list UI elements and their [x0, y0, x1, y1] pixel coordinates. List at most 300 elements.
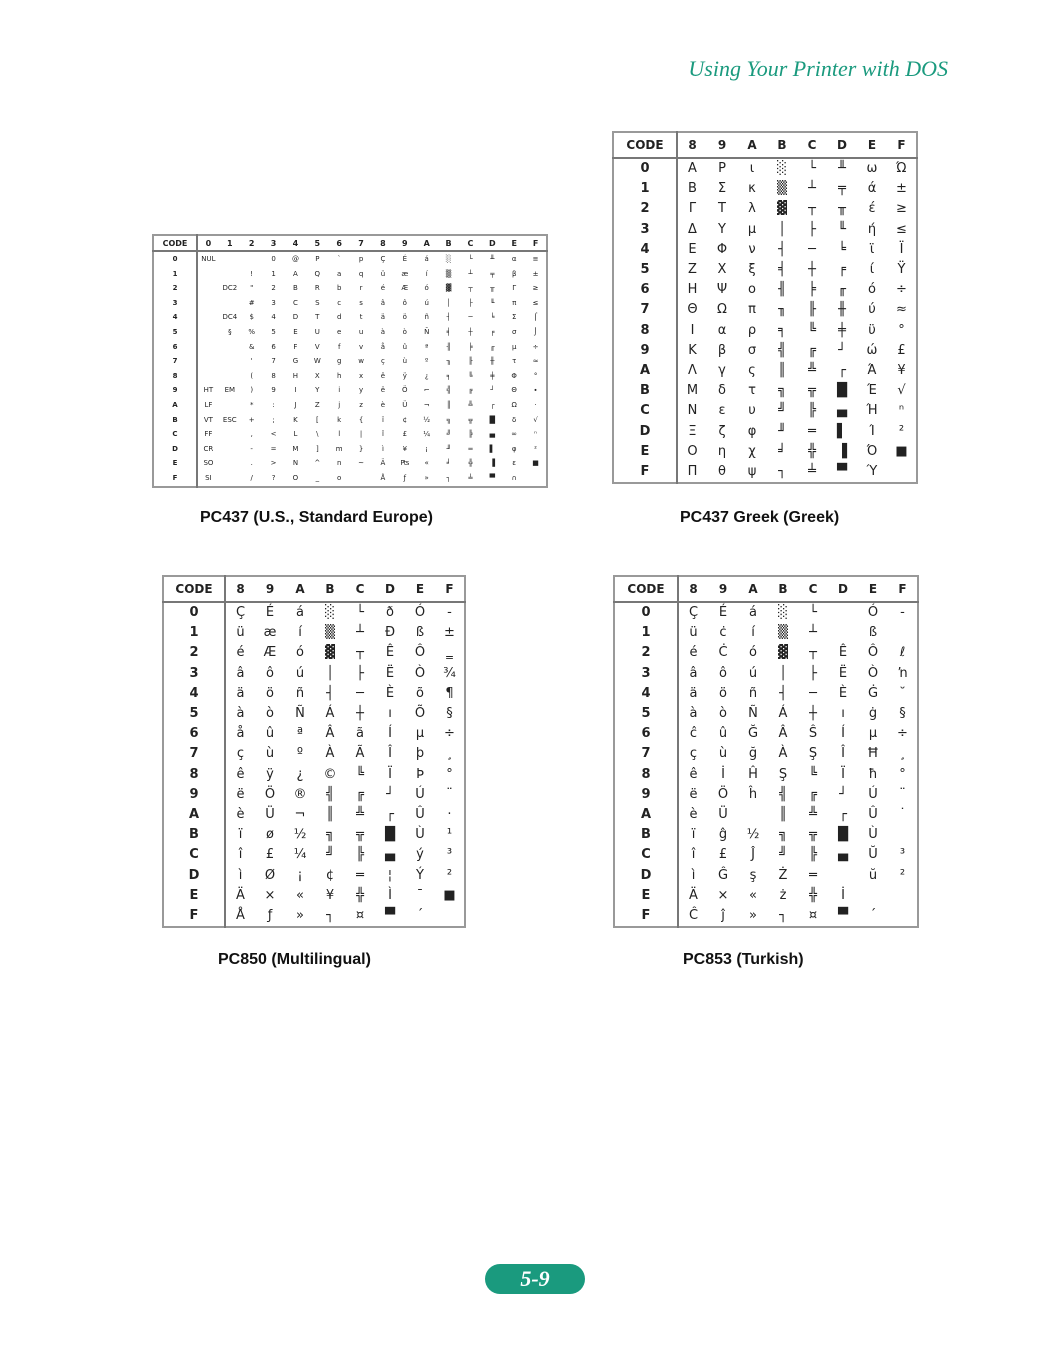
table-cell: ρ	[747, 322, 757, 338]
table-cell: ╠	[468, 430, 473, 439]
table-cell: ĵ	[721, 908, 725, 924]
table-cell: Ċ	[718, 645, 728, 661]
table-row	[613, 341, 917, 361]
table-cell: Ο	[687, 443, 698, 459]
table-cell: {	[358, 415, 364, 424]
row-code: 3	[613, 220, 677, 240]
table-cell: ¾	[443, 665, 456, 681]
table-row	[163, 623, 465, 643]
table-cell: ┬	[356, 645, 364, 661]
table-cell: ≈	[896, 302, 907, 318]
table-cell: ¯	[416, 887, 424, 903]
table-cell: ð	[386, 605, 394, 620]
code-header: CODE	[163, 576, 225, 602]
table-row	[163, 825, 465, 845]
table-cell: ╛	[446, 459, 451, 468]
table-cell: Á	[778, 706, 788, 722]
table-cell: .	[250, 459, 253, 468]
table-cell: β	[511, 269, 517, 278]
table-cell: ║	[778, 363, 786, 379]
table-cell	[197, 354, 219, 369]
table-cell: ϋ	[868, 322, 876, 338]
table-cell: ╦	[356, 827, 364, 843]
table-cell: Ò	[867, 665, 879, 681]
table-cell: ²	[898, 423, 905, 439]
table-cell: £	[402, 430, 408, 439]
table-cell: û	[718, 726, 728, 742]
table-cell: Ħ	[867, 746, 879, 762]
code-header: CODE	[614, 576, 678, 602]
table-cell: ÷	[444, 726, 455, 742]
table-cell: Ά	[867, 363, 877, 379]
table-cell: ╩	[809, 807, 817, 823]
table-cell: ¥	[402, 444, 408, 453]
table-cell: ε	[718, 403, 726, 419]
table-cell: ┐	[779, 908, 787, 924]
table-cell: z	[359, 400, 363, 409]
table-cell: û	[402, 342, 408, 351]
table-cell: µ	[868, 726, 878, 742]
table-cell: ─	[468, 313, 473, 322]
table-cell: ╒	[838, 262, 846, 278]
table-cell: Σ	[511, 313, 517, 322]
table-cell: à	[689, 706, 698, 722]
table-row	[614, 825, 918, 845]
table-cell: ù	[265, 746, 275, 762]
table-cell: Γ	[688, 201, 697, 217]
table-cell: ═	[809, 867, 817, 883]
running-title: Using Your Printer with DOS	[688, 56, 948, 81]
code-table-pc437-greek	[612, 131, 918, 484]
table-row	[153, 296, 547, 311]
table-cell: π	[512, 298, 517, 307]
table-cell: ╕	[446, 371, 451, 380]
table-cell: ╬	[808, 443, 816, 459]
table-cell: θ	[718, 464, 726, 480]
table-cell: ¿	[296, 766, 304, 782]
table-cell: ·	[534, 400, 537, 409]
table-cell: w	[358, 357, 364, 366]
table-cell: S	[315, 298, 320, 307]
table-cell: T	[315, 313, 320, 322]
table-cell: κ	[748, 181, 756, 197]
row-code: F	[153, 471, 197, 487]
table-cell: ½	[423, 415, 431, 424]
table-cell: ì	[381, 444, 384, 453]
table-cell: :	[272, 400, 275, 409]
row-code: B	[153, 413, 197, 428]
table-cell: ┬	[468, 284, 473, 293]
table-cell: ±	[532, 269, 539, 278]
table-cell: ≈	[532, 357, 539, 366]
table-cell: <	[270, 430, 277, 439]
table-cell: ®	[293, 786, 307, 802]
row-code: D	[163, 866, 225, 886]
table-cell: -	[250, 444, 253, 453]
row-code: 7	[614, 744, 678, 764]
table-cell: Ö	[264, 786, 276, 802]
table-cell	[219, 427, 241, 442]
table-cell: \	[316, 430, 319, 439]
table-cell	[888, 825, 918, 845]
column-header: C	[460, 235, 482, 251]
table-cell: º	[425, 357, 429, 366]
row-code: 0	[613, 158, 677, 179]
table-cell: þ	[415, 746, 425, 762]
table-cell: õ	[416, 685, 424, 701]
table-cell: ╘	[838, 241, 846, 257]
row-code: E	[153, 456, 197, 471]
table-cell: §	[899, 706, 906, 722]
table-cell: ν	[748, 241, 756, 257]
table-cell: Ñ	[295, 706, 305, 722]
table-cell: à	[236, 706, 245, 722]
table-cell: ╕	[778, 322, 786, 338]
column-header: 4	[285, 235, 307, 251]
table-cell: £	[718, 847, 728, 863]
table-cell: "	[250, 284, 254, 293]
table-cell: √	[533, 415, 538, 424]
table-cell: ▐	[837, 443, 847, 459]
table-cell: ί	[869, 262, 875, 278]
table-cell: Ê	[838, 645, 848, 661]
table-cell: ñ	[424, 313, 429, 322]
table-cell: K	[293, 415, 298, 424]
row-code: 5	[153, 325, 197, 340]
row-code: 5	[614, 704, 678, 724]
row-code: 8	[614, 765, 678, 785]
table-cell: o	[337, 473, 342, 482]
table-cell: Β	[688, 181, 697, 197]
table-cell: ë	[380, 386, 386, 395]
table-cell: i	[338, 386, 341, 395]
table-cell: █	[385, 827, 395, 843]
table-cell: O	[292, 473, 299, 482]
table-cell: ω	[866, 161, 878, 176]
table-cell: Ó	[867, 605, 879, 620]
table-cell: ÿ	[402, 371, 407, 380]
table-cell: ╥	[838, 201, 846, 217]
table-cell: ¡	[297, 867, 303, 883]
row-code: 4	[614, 684, 678, 704]
table-cell	[435, 906, 465, 927]
table-row	[153, 325, 547, 340]
table-cell: Π	[687, 464, 698, 480]
table-cell: Õ	[414, 706, 426, 722]
table-cell: ώ	[866, 342, 878, 358]
table-cell: R	[314, 284, 320, 293]
table-cell: ├	[356, 665, 364, 681]
table-cell: Ç	[380, 255, 386, 263]
row-code: 3	[163, 664, 225, 684]
code-table-pc850	[162, 575, 466, 928]
table-cell: √	[897, 383, 906, 399]
table-cell: Ω	[511, 400, 517, 409]
table-row	[614, 765, 918, 785]
table-cell: Ψ	[716, 282, 728, 298]
table-cell: Δ	[688, 221, 697, 237]
table-cell: Î	[841, 746, 845, 762]
table-cell: ≤	[532, 298, 539, 307]
table-cell: ╡	[446, 327, 451, 336]
table-row	[153, 310, 547, 325]
table-cell: ?	[271, 473, 276, 482]
table-cell: Ĝ	[717, 867, 729, 883]
table-cell: ▀	[489, 473, 495, 482]
row-code: E	[614, 886, 678, 906]
table-row	[153, 354, 547, 369]
table-cell: ╗	[778, 383, 786, 399]
table-cell: ┬	[808, 201, 816, 217]
row-code: 9	[163, 785, 225, 805]
table-cell: ½	[293, 827, 307, 843]
table-cell: ▒	[445, 269, 452, 278]
table-cell: c	[337, 298, 342, 307]
column-header: D	[828, 576, 858, 602]
table-cell: ï	[381, 415, 384, 424]
table-cell: LF	[204, 400, 213, 409]
table-cell: «	[424, 459, 429, 468]
table-cell: ì	[238, 867, 243, 883]
table-cell	[828, 602, 858, 623]
table-cell: È	[838, 685, 848, 701]
table-row	[613, 381, 917, 401]
table-cell: ∙	[533, 386, 538, 395]
table-cell: ý	[416, 847, 424, 863]
table-cell: ║	[779, 807, 787, 823]
row-code: 8	[153, 369, 197, 384]
table-cell: Î	[388, 746, 392, 762]
table-cell	[219, 456, 241, 471]
table-cell: Ó	[414, 605, 426, 620]
table-cell: DC2	[222, 284, 238, 293]
table-cell: ú	[295, 665, 305, 681]
table-cell: Û	[868, 807, 878, 823]
table-cell: ╣	[779, 786, 787, 802]
table-cell: Τ	[718, 201, 726, 217]
table-cell: ╧	[808, 464, 816, 480]
table-cell: Ό	[866, 443, 878, 459]
table-cell: τ	[512, 357, 517, 366]
table-cell: ú	[748, 665, 758, 681]
table-cell: ĥ	[748, 786, 758, 802]
code-header: CODE	[613, 132, 677, 158]
column-header: F	[888, 576, 918, 602]
table-cell: FF	[204, 430, 213, 439]
table-cell: ¡	[425, 444, 429, 453]
table-cell	[197, 340, 219, 355]
table-cell: $	[249, 313, 254, 322]
table-cell: ˘	[899, 685, 906, 701]
table-cell: ÷	[896, 282, 907, 298]
table-row	[614, 623, 918, 643]
table-cell: ∩	[511, 473, 517, 482]
table-cell: ═	[356, 867, 364, 883]
table-cell: H	[292, 371, 299, 380]
table-cell	[525, 471, 547, 487]
table-cell	[219, 471, 241, 487]
table-cell	[219, 296, 241, 311]
table-cell: F	[293, 342, 298, 351]
table-cell: ╨	[490, 255, 495, 263]
table-header-row	[614, 576, 918, 602]
table-cell: 6	[271, 342, 276, 351]
caption-pc437: PC437 (U.S., Standard Europe)	[200, 509, 433, 526]
row-code: B	[613, 381, 677, 401]
table-cell: *	[249, 400, 254, 409]
table-cell: î	[238, 847, 243, 863]
table-cell	[219, 251, 241, 267]
table-cell: ⁿ	[898, 403, 905, 419]
table-cell: W	[313, 357, 321, 366]
table-cell: ñ	[295, 685, 305, 701]
table-cell: »	[749, 908, 757, 924]
column-header: A	[285, 576, 315, 602]
table-cell: Ĉ	[688, 908, 699, 924]
table-row	[153, 413, 547, 428]
table-cell: ¥	[325, 887, 335, 903]
table-cell: └	[468, 255, 473, 263]
table-cell	[219, 354, 241, 369]
column-header: 2	[241, 235, 263, 251]
table-row	[163, 886, 465, 906]
table-cell: ¢	[402, 415, 408, 424]
table-cell: ä	[236, 685, 245, 701]
table-cell: 0	[271, 255, 276, 263]
table-cell: ä	[689, 685, 698, 701]
table-cell: Ò	[414, 665, 426, 681]
table-cell: Θ	[511, 386, 517, 395]
code-table-pc853	[613, 575, 919, 928]
table-cell: 4	[271, 313, 276, 322]
table-cell: ċ	[719, 625, 727, 641]
table-cell: HT	[203, 386, 214, 395]
table-cell: Æ	[263, 645, 277, 661]
row-code: 2	[163, 643, 225, 663]
table-cell: λ	[748, 201, 756, 217]
table-cell: δ	[718, 383, 726, 399]
table-cell: Ý	[416, 867, 424, 883]
table-cell	[241, 251, 263, 267]
table-cell: «	[749, 887, 757, 903]
table-cell: â	[380, 298, 386, 307]
column-header: E	[405, 576, 435, 602]
table-cell: Ú	[415, 786, 425, 802]
table-cell: ≤	[896, 221, 907, 237]
row-code: A	[163, 805, 225, 825]
table-cell: é	[689, 645, 698, 661]
table-cell: °	[446, 766, 453, 782]
table-cell: ŭ	[868, 867, 878, 883]
table-cell: │	[778, 221, 786, 237]
table-cell: å	[236, 726, 245, 742]
table-cell: ┌	[490, 400, 495, 409]
table-cell: ╢	[446, 342, 451, 351]
table-cell: %	[248, 327, 256, 336]
table-cell: ú	[424, 298, 429, 307]
table-cell: ░	[325, 605, 335, 620]
table-cell: ┤	[778, 241, 786, 257]
table-cell: ˙	[899, 807, 906, 823]
table-cell: Ύ	[866, 464, 878, 480]
column-header: C	[798, 576, 828, 602]
column-header: A	[738, 576, 768, 602]
table-cell: ż	[779, 887, 787, 903]
table-row	[163, 643, 465, 663]
table-cell: ┼	[356, 706, 364, 722]
table-cell: ┬	[809, 645, 817, 661]
table-cell: ö	[719, 685, 727, 701]
table-row	[153, 369, 547, 384]
table-cell: M	[292, 444, 299, 453]
table-cell: â	[689, 665, 698, 681]
table-cell: ò	[402, 327, 407, 336]
table-cell: ■	[895, 443, 908, 459]
row-code: 6	[613, 280, 677, 300]
table-cell: ├	[468, 298, 473, 307]
table-cell: ²	[899, 867, 906, 883]
table-cell: ╓	[490, 342, 495, 351]
table-cell: Ğ	[747, 726, 759, 742]
table-cell: 2	[271, 284, 276, 293]
table-cell: ═	[468, 444, 473, 453]
table-cell: ï	[238, 827, 243, 843]
table-cell: á	[296, 605, 304, 620]
table-row	[613, 280, 917, 300]
table-cell: ▀	[385, 908, 395, 924]
table-cell: ²	[446, 867, 453, 883]
table-row	[613, 199, 917, 219]
table-cell: Γ	[512, 284, 517, 293]
table-cell: ╒	[490, 327, 495, 336]
row-code: F	[613, 462, 677, 483]
table-cell: ³	[446, 847, 453, 863]
row-code: D	[153, 442, 197, 457]
table-cell: -	[900, 605, 905, 620]
row-code: 9	[614, 785, 678, 805]
table-cell: η	[717, 443, 727, 459]
column-header: 8	[678, 576, 708, 602]
table-cell: ╗	[779, 827, 787, 843]
table-cell: ▐	[489, 459, 495, 468]
table-cell: ▒	[777, 181, 787, 197]
table-row	[613, 361, 917, 381]
table-cell: ╤	[490, 269, 495, 278]
row-code: 6	[153, 340, 197, 355]
table-cell: ┘	[490, 386, 495, 395]
table-cell: í	[425, 269, 428, 278]
table-cell: '	[250, 357, 253, 366]
table-cell: æ	[263, 625, 277, 641]
table-cell: ü	[236, 625, 245, 641]
table-cell: σ	[511, 327, 517, 336]
table-cell: ı	[841, 706, 845, 722]
row-code: 0	[163, 602, 225, 623]
table-cell: [	[315, 415, 319, 424]
table-cell: VT	[203, 415, 213, 424]
table-cell: ²	[534, 444, 537, 453]
table-cell: 1	[271, 269, 276, 278]
table-cell: ≡	[532, 255, 539, 263]
table-row	[153, 383, 547, 398]
table-cell: ¹	[446, 827, 453, 843]
table-cell: ├	[809, 665, 817, 681]
table-cell: Û	[415, 807, 425, 823]
table-row	[613, 462, 917, 483]
table-row	[614, 785, 918, 805]
table-cell: ╠	[356, 847, 364, 863]
row-code: 2	[153, 281, 197, 296]
